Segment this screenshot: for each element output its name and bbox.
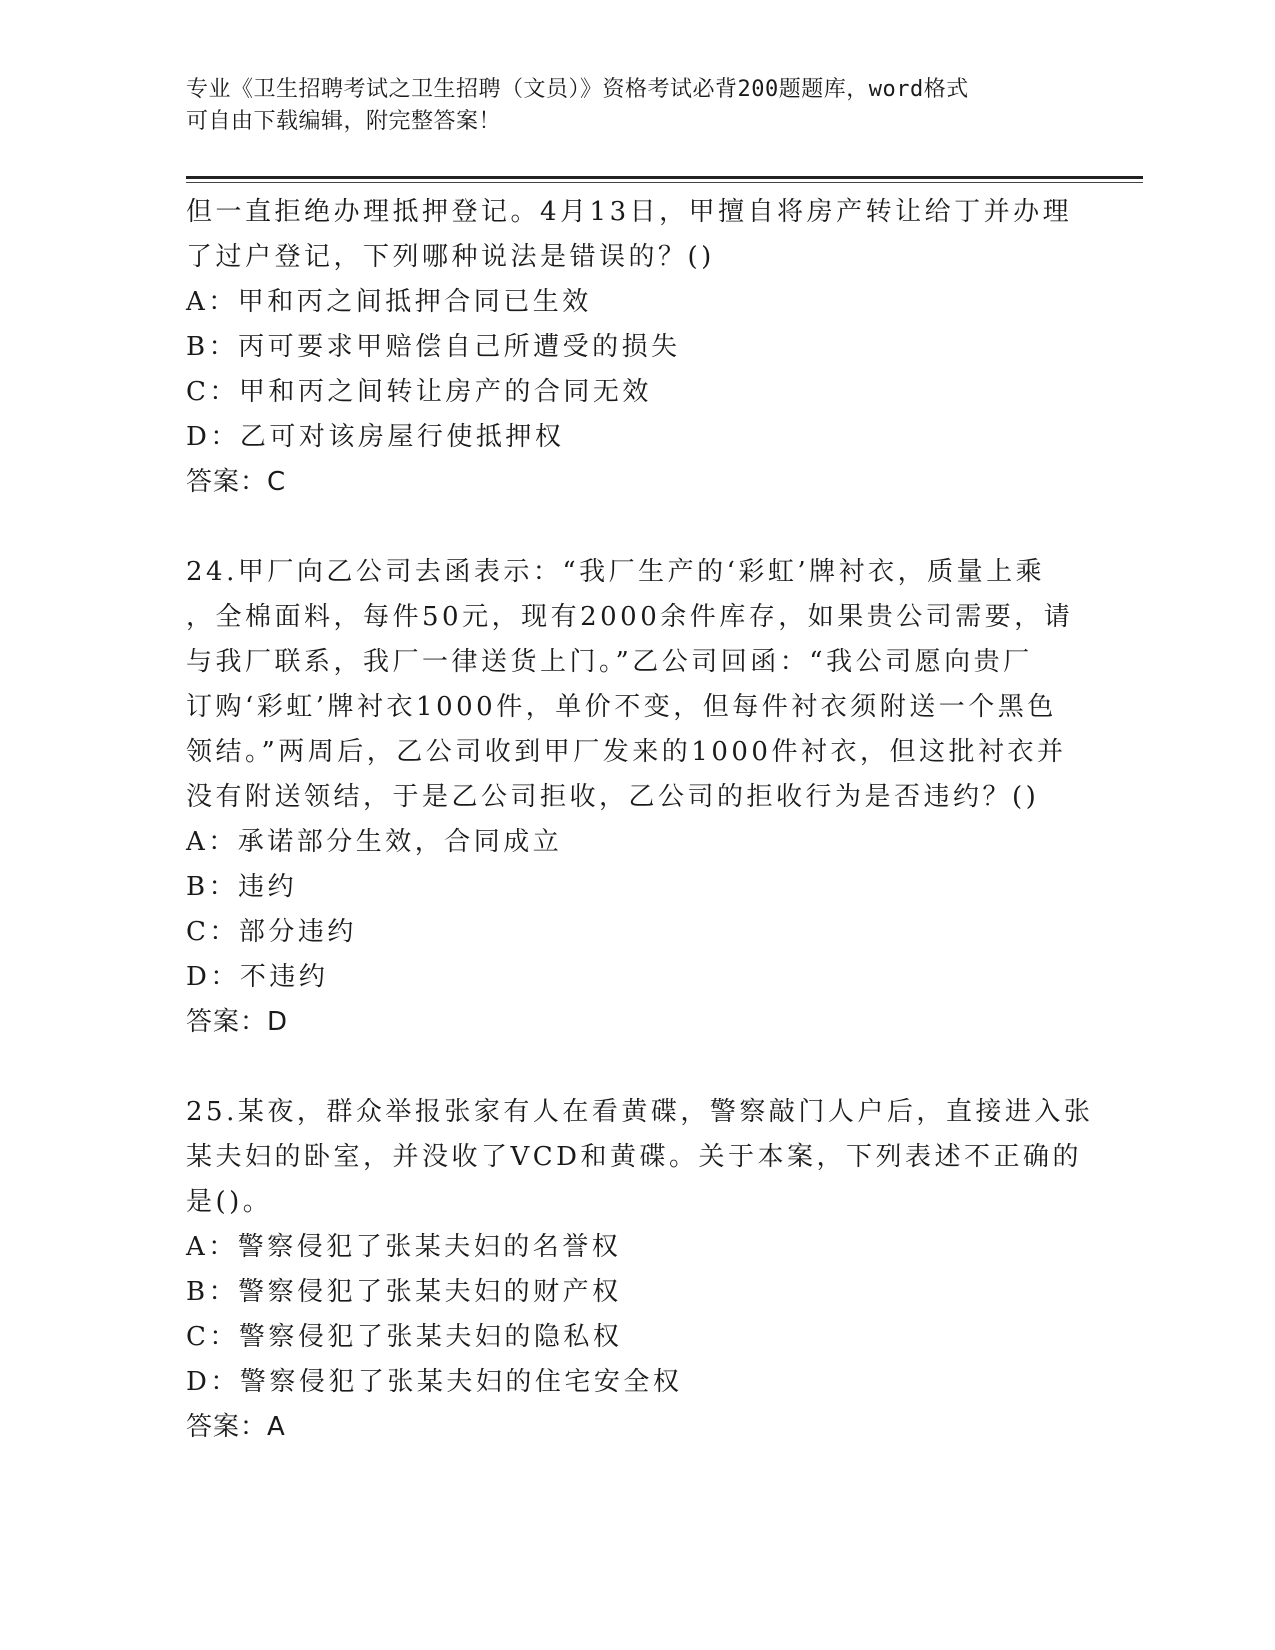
option-d: D：不违约 bbox=[186, 962, 329, 992]
question-text-line: 领结。”两周后，乙公司收到甲厂发来的1000件衬衣，但这批衬衣并 bbox=[186, 737, 1067, 767]
header-line-1: 专业《卫生招聘考试之卫生招聘（文员）》资格考试必背200题题库，word格式 bbox=[186, 77, 969, 102]
question-text-line: 与我厂联系，我厂一律送货上门。”乙公司回函：“我公司愿向贵厂 bbox=[186, 647, 1033, 677]
option-b: B：警察侵犯了张某夫妇的财产权 bbox=[186, 1277, 622, 1307]
header-divider-thin bbox=[186, 182, 1143, 183]
question-text-line: 但一直拒绝办理抵押登记。4月13日，甲擅自将房产转让给丁并办理 bbox=[186, 197, 1073, 227]
question-text-line: 没有附送领结，于是乙公司拒收，乙公司的拒收行为是否违约？() bbox=[186, 782, 1040, 812]
question-23 bbox=[186, 190, 1086, 505]
option-a: A：承诺部分生效，合同成立 bbox=[186, 827, 563, 857]
option-a: A：甲和丙之间抵押合同已生效 bbox=[186, 287, 592, 317]
option-b: B：丙可要求甲赔偿自己所遭受的损失 bbox=[186, 332, 681, 362]
option-a: A：警察侵犯了张某夫妇的名誉权 bbox=[186, 1232, 622, 1262]
question-25 bbox=[186, 1090, 1094, 1450]
question-text-line: 25.某夜，群众举报张家有人在看黄碟，警察敲门人户后，直接进入张 bbox=[186, 1097, 1094, 1127]
option-c: C：甲和丙之间转让房产的合同无效 bbox=[186, 377, 652, 407]
answer-line: 答案：D bbox=[186, 1007, 289, 1037]
question-text-line: 24.甲厂向乙公司去函表示：“我厂生产的‘彩虹’牌衬衣，质量上乘 bbox=[186, 557, 1046, 587]
option-d: D：乙可对该房屋行使抵押权 bbox=[186, 422, 565, 452]
question-text-line: 订购‘彩虹’牌衬衣1000件，单价不变，但每件衬衣须附送一个黑色 bbox=[186, 692, 1057, 722]
question-24 bbox=[186, 550, 1086, 1045]
option-c: C：部分违约 bbox=[186, 917, 357, 947]
question-spacer bbox=[186, 1045, 1086, 1090]
question-text-line: 了过户登记，下列哪种说法是错误的？() bbox=[186, 242, 715, 272]
question-text-line: 某夫妇的卧室，并没收了VCD和黄碟。关于本案，下列表述不正确的 bbox=[186, 1142, 1083, 1172]
question-spacer bbox=[186, 505, 1086, 550]
option-d: D：警察侵犯了张某夫妇的住宅安全权 bbox=[186, 1367, 683, 1397]
answer-line: 答案：A bbox=[186, 1412, 286, 1442]
document-header bbox=[186, 74, 1066, 138]
document-content bbox=[186, 190, 1094, 1450]
option-b: B：违约 bbox=[186, 872, 298, 902]
answer-line: 答案：C bbox=[186, 467, 287, 497]
header-divider-thick bbox=[186, 176, 1143, 179]
option-c: C：警察侵犯了张某夫妇的隐私权 bbox=[186, 1322, 623, 1352]
question-text-line: ，全棉面料，每件50元，现有2000余件库存，如果贵公司需要，请 bbox=[186, 602, 1074, 632]
header-line-2: 可自由下载编辑，附完整答案！ bbox=[186, 109, 502, 134]
question-text-line: 是()。 bbox=[186, 1187, 273, 1217]
